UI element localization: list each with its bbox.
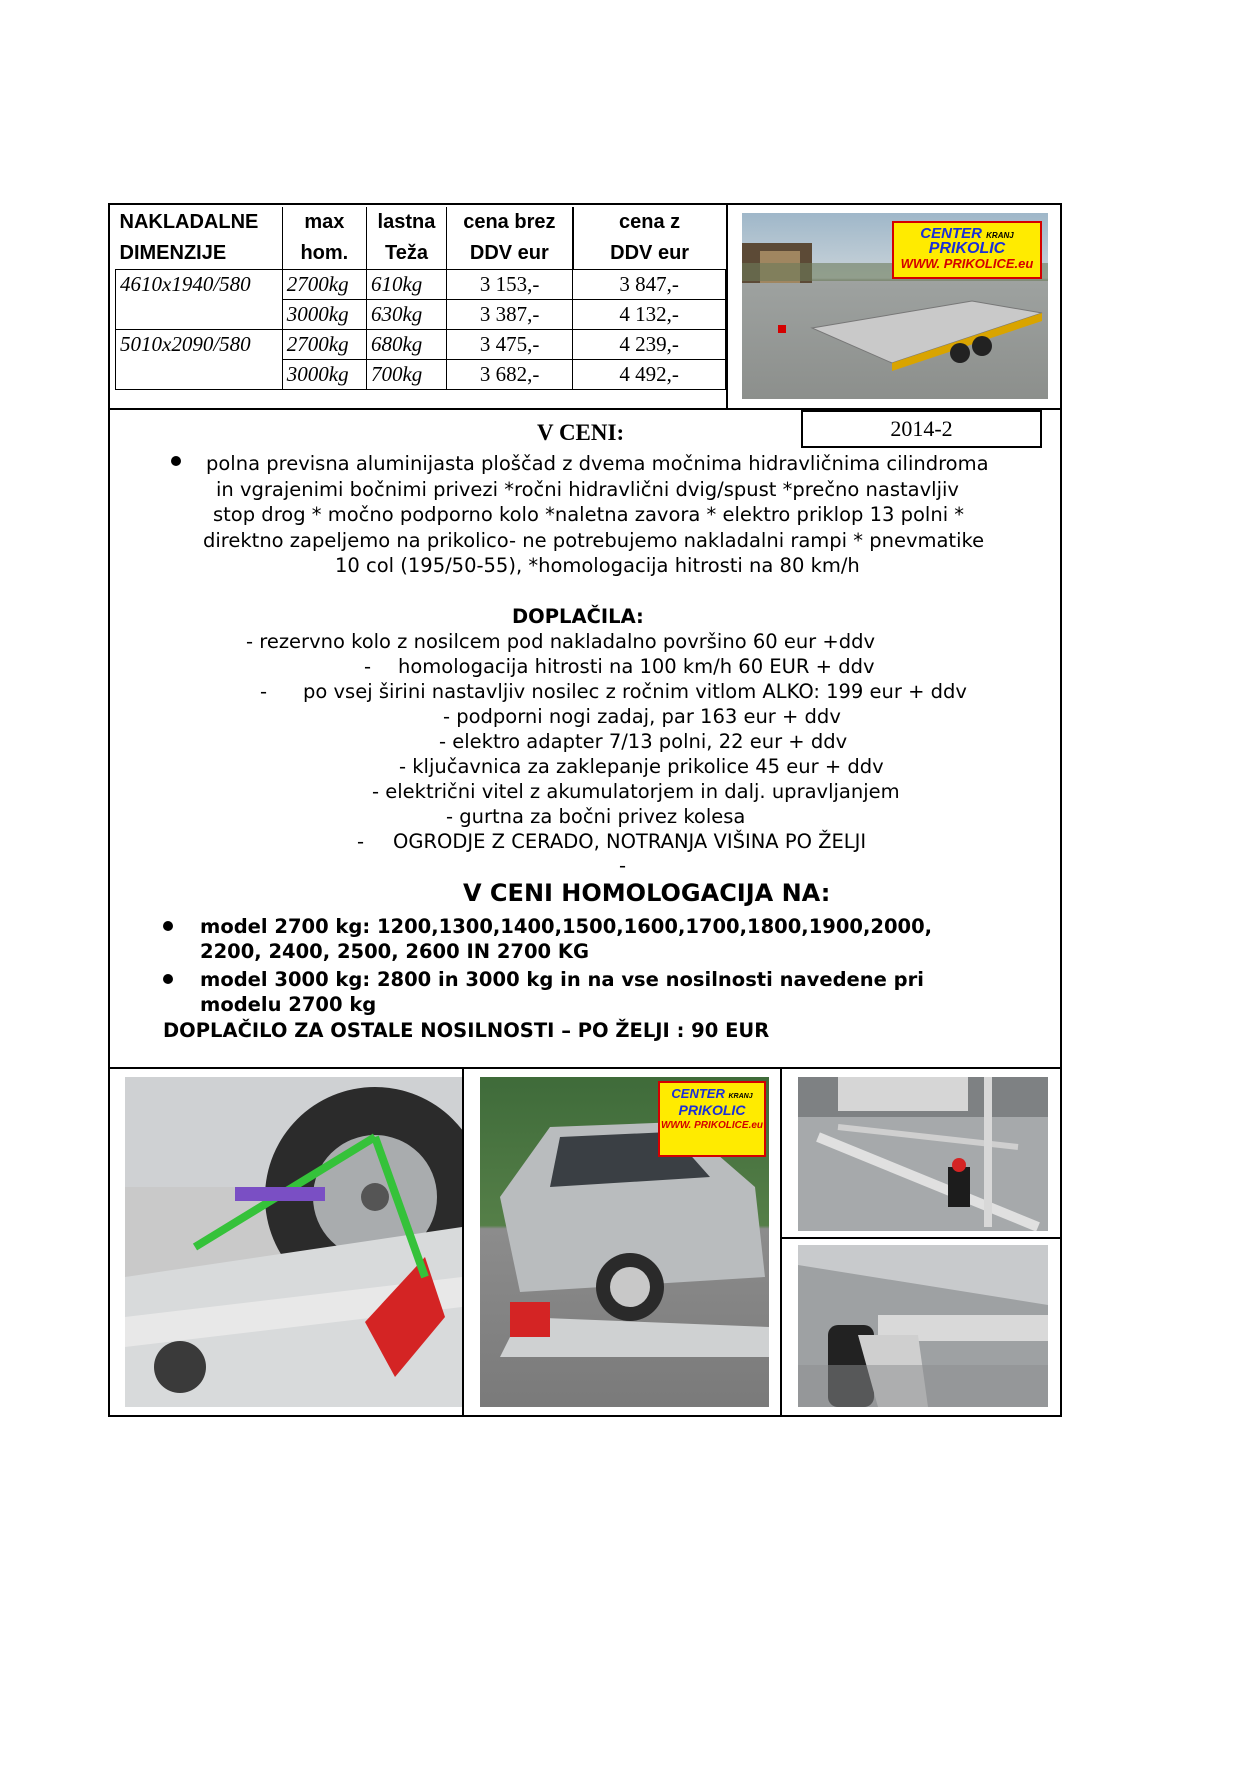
homologacija-item: model 2700 kg: 1200,1300,1400,1500,1600,1700,1800,1900,2000,: [200, 915, 933, 938]
cell-price-gross: 4 239,-: [573, 330, 726, 360]
version-box: [801, 410, 1042, 448]
doplacila-line: - ključavnica za zaklepanje prikolice 45 eur + ddv: [399, 755, 884, 778]
cell-weight: 610kg: [366, 270, 446, 300]
header-dimensions: NAKLADALNE DIMENZIJE: [119, 211, 259, 264]
cell-price-net: 3 153,-: [446, 270, 572, 300]
winch-illustration: [798, 1077, 1048, 1231]
v-ceni-line: stop drog * močno podporno kolo *naletna zavora * elektro priklop 13 polni *: [213, 503, 965, 526]
cell-dimensions: [116, 360, 283, 390]
header-price-gross: cena z DDV eur: [573, 207, 726, 270]
cell-max: 3000kg: [282, 300, 366, 330]
homologacija-item: model 3000 kg: 2800 in 3000 kg in na vse nosilnosti navedene pri: [200, 968, 924, 991]
photos-divider-2: [780, 1067, 782, 1417]
photos-divider-1: [462, 1067, 464, 1417]
version-label: 2014-2: [890, 416, 953, 441]
cell-max: 2700kg: [282, 270, 366, 300]
price-table-header: [116, 207, 726, 270]
doplacilo-nosilnosti: DOPLAČILO ZA OSTALE NOSILNOSTI – PO ŽELJI : 90 EUR: [163, 1019, 770, 1042]
wheel-strap-photo: [125, 1077, 462, 1407]
table-row: [116, 300, 726, 330]
frame-detail-photo: [798, 1245, 1048, 1407]
header-price-net: cena brez DDV eur: [446, 207, 572, 270]
cell-dimensions: [116, 300, 283, 330]
table-row: [116, 360, 726, 390]
v-ceni-line: direktno zapeljemo na prikolico- ne potrebujemo nakladalni rampi * pnevmatike: [203, 529, 985, 552]
doplacila-line: - rezervno kolo z nosilcem pod nakladalno površino 60 eur +ddv: [246, 630, 876, 653]
doplacila-dash: -: [357, 830, 365, 853]
doplacila-heading: DOPLAČILA:: [512, 605, 644, 628]
table-row: [116, 270, 726, 300]
homologacija-item: modelu 2700 kg: [200, 993, 377, 1016]
doplacila-line: homologacija hitrosti na 100 km/h 60 EUR + ddv: [398, 655, 875, 678]
bullet-icon: [163, 921, 173, 931]
cell-max: 3000kg: [282, 360, 366, 390]
v-ceni-heading: V CENI:: [537, 420, 625, 445]
cell-dimensions: 5010x2090/580: [116, 330, 283, 360]
bullet-icon: [163, 974, 173, 984]
cell-dimensions: 4610x1940/580: [116, 270, 283, 300]
doplacila-line: po vsej širini nastavljiv nosilec z ročnim vitlom ALKO: 199 eur + ddv: [303, 680, 967, 703]
cell-weight: 700kg: [366, 360, 446, 390]
v-ceni-line: polna previsna aluminijasta ploščad z dvema močnima hidravličnima cilindroma: [206, 452, 989, 475]
frame-detail-illustration: [798, 1245, 1048, 1407]
doplacila-line: - električni vitel z akumulatorjem in dalj. upravljanjem: [372, 780, 900, 803]
cell-price-gross: 4 132,-: [573, 300, 726, 330]
cell-price-net: 3 475,-: [446, 330, 572, 360]
photos-divider-3: [780, 1237, 1062, 1239]
table-row: [116, 330, 726, 360]
doplacila-line: - podporni nogi zadaj, par 163 eur + ddv: [443, 705, 841, 728]
cell-max: 2700kg: [282, 330, 366, 360]
cell-weight: 680kg: [366, 330, 446, 360]
homologacija-heading: V CENI HOMOLOGACIJA NA:: [463, 879, 831, 907]
doplacila-line: OGRODJE Z CERADO, NOTRANJA VIŠINA PO ŽELJI: [393, 830, 867, 853]
v-ceni-line: 10 col (195/50-55), *homologacija hitrosti na 80 km/h: [335, 554, 860, 577]
winch-photo: [798, 1077, 1048, 1231]
price-table: [115, 207, 726, 390]
wheel-strap-illustration: [125, 1077, 462, 1407]
cell-price-net: 3 682,-: [446, 360, 572, 390]
doplacila-line: - gurtna za bočni privez kolesa: [446, 805, 746, 828]
cell-price-net: 3 387,-: [446, 300, 572, 330]
v-ceni-line: in vgrajenimi bočnimi privezi *ročni hidravlični dvig/spust *prečno nastavljiv: [216, 478, 959, 501]
cell-weight: 630kg: [366, 300, 446, 330]
homologacija-item: 2200, 2400, 2500, 2600 IN 2700 KG: [200, 940, 590, 963]
doplacila-line: - elektro adapter 7/13 polni, 22 eur + ddv: [439, 730, 848, 753]
doplacila-dash: -: [619, 854, 627, 877]
cell-price-gross: 3 847,-: [573, 270, 726, 300]
trailer-photo: [742, 213, 1048, 399]
doplacila-dash: -: [260, 680, 268, 703]
bullet-icon: [171, 456, 181, 466]
car-on-trailer-photo: [480, 1077, 769, 1407]
header-weight: lastna Teža: [366, 207, 446, 270]
center-prikolic-logo: CENTER KRANJ PRIKOLIC WWW. PRIKOLICE.eu: [892, 221, 1042, 279]
header-max-hom: max hom.: [282, 207, 366, 270]
center-prikolic-logo: CENTER KRANJ PRIKOLIC WWW. PRIKOLICE.eu: [658, 1081, 766, 1157]
doplacila-dash: -: [364, 655, 372, 678]
cell-price-gross: 4 492,-: [573, 360, 726, 390]
